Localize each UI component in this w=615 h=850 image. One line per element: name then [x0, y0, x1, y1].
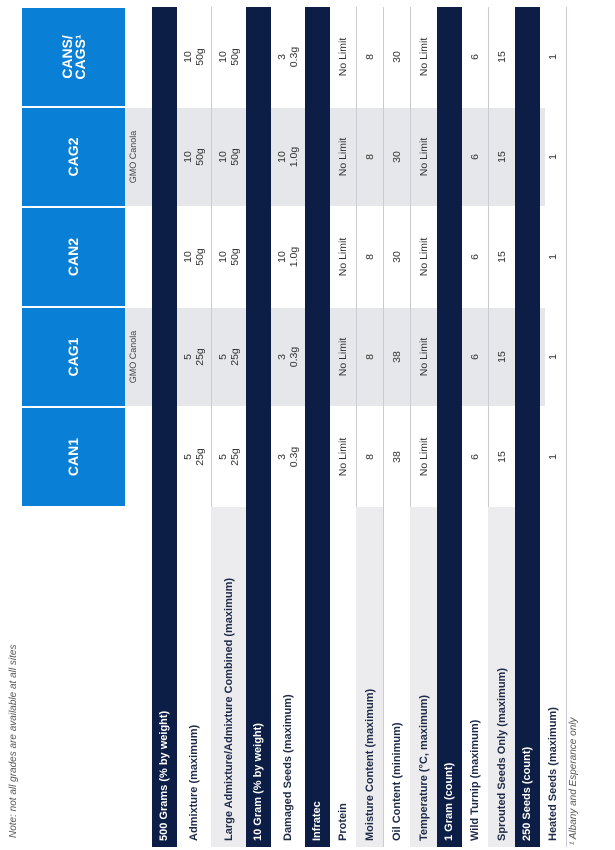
- table-cell: [329, 7, 356, 107]
- row-label: 10 Gram (% by weight): [252, 723, 264, 841]
- table-cell: [539, 307, 566, 407]
- cell-value: 6: [468, 54, 481, 60]
- table-cell: [270, 307, 305, 407]
- table-row: [461, 7, 489, 847]
- table-cell: [488, 7, 515, 107]
- table-row: [488, 7, 516, 847]
- cell-value: 15: [495, 351, 508, 363]
- row-label: Protein: [336, 803, 349, 841]
- cell-value: 1: [546, 254, 559, 260]
- cell-value: No Limit: [417, 237, 430, 277]
- cell-value: 8: [363, 454, 376, 460]
- column-header: CANS/ CAGS¹: [22, 8, 125, 106]
- cell-value: 3: [275, 454, 288, 460]
- row-label: Damaged Seeds (maximum): [281, 694, 294, 841]
- table-row: [410, 7, 438, 847]
- row-label: 250 Seeds (count): [521, 746, 533, 841]
- cell-value: 1: [546, 454, 559, 460]
- row-label: Infratec: [311, 801, 323, 841]
- table-cell: [176, 107, 211, 207]
- cell-value: 8: [363, 354, 376, 360]
- cell-value: 5: [181, 454, 194, 460]
- row-label: Sprouted Seeds Only (maximum): [495, 668, 508, 841]
- cell-value: 0.3g: [287, 346, 300, 368]
- table-cell: [461, 107, 488, 207]
- footnote: ¹ Albany and Esperance only: [568, 717, 579, 845]
- cell-value: 1.0g: [287, 146, 300, 168]
- table-cell: [329, 207, 356, 307]
- cell-value: 50g: [228, 148, 241, 166]
- table-cell: [211, 307, 246, 407]
- cell-value: 0.3g: [287, 446, 300, 468]
- column-header: CAG2: [22, 108, 125, 206]
- cell-value: No Limit: [336, 237, 349, 277]
- table-cell: [270, 7, 305, 107]
- cell-value: 50g: [193, 48, 206, 66]
- cell-value: 5: [181, 354, 194, 360]
- cell-value: 25g: [193, 348, 206, 366]
- table-cell: [211, 407, 246, 507]
- table-cell: [270, 407, 305, 507]
- section-row: [437, 7, 462, 847]
- cell-value: 25g: [228, 448, 241, 466]
- table-cell: [488, 407, 515, 507]
- table-row: [211, 7, 247, 847]
- cell-value: 6: [468, 154, 481, 160]
- cell-value: 10: [181, 51, 194, 63]
- table-row: [383, 7, 411, 847]
- cell-value: No Limit: [336, 437, 349, 477]
- table-cell: [410, 307, 437, 407]
- table-cell: [176, 207, 211, 307]
- table-cell: [461, 7, 488, 107]
- section-row: [152, 7, 177, 847]
- table-cell: [383, 207, 410, 307]
- column-subtitle: [126, 207, 139, 307]
- cell-value: 6: [468, 354, 481, 360]
- availability-note: Note: not all grades are available at all sites: [8, 644, 19, 838]
- table-cell: [539, 407, 566, 507]
- table-cell: [211, 7, 246, 107]
- row-label: Oil Content (minimum): [390, 722, 403, 841]
- cell-value: 50g: [193, 148, 206, 166]
- table-cell: [461, 207, 488, 307]
- table-cell: [176, 407, 211, 507]
- cell-value: 1: [546, 354, 559, 360]
- table-cell: [539, 107, 566, 207]
- column-header: CAG1: [22, 308, 125, 406]
- cell-value: 10: [275, 151, 288, 163]
- cell-value: 1: [546, 154, 559, 160]
- cell-value: 30: [390, 51, 403, 63]
- row-label: 1 Gram (count): [443, 762, 455, 841]
- column-subtitle: [126, 407, 139, 507]
- table-cell: [176, 307, 211, 407]
- cell-value: 15: [495, 151, 508, 163]
- cell-value: No Limit: [336, 37, 349, 77]
- table-cell: [356, 407, 383, 507]
- cell-value: 5: [216, 454, 229, 460]
- row-label: Moisture Content (maximum): [363, 688, 376, 841]
- column-subtitle: GMO Canola: [127, 330, 138, 384]
- row-label: Temperature (°C, maximum): [417, 694, 430, 841]
- cell-value: 15: [495, 51, 508, 63]
- table-cell: [329, 107, 356, 207]
- cell-value: 50g: [193, 248, 206, 266]
- cell-value: No Limit: [417, 137, 430, 177]
- table-cell: [356, 107, 383, 207]
- cell-value: No Limit: [336, 137, 349, 177]
- row-label: Heated Seeds (maximum): [546, 707, 559, 841]
- table-cell: [539, 207, 566, 307]
- column-subtitle: GMO Canola: [127, 130, 138, 184]
- table-cell: [461, 307, 488, 407]
- cell-value: 8: [363, 254, 376, 260]
- row-label: Admixture (maximum): [187, 724, 200, 841]
- cell-value: No Limit: [417, 37, 430, 77]
- row-label: 500 Grams (% by weight): [158, 710, 170, 841]
- table-cell: [383, 307, 410, 407]
- table-cell: [488, 107, 515, 207]
- cell-value: 50g: [228, 48, 241, 66]
- cell-value: 30: [390, 251, 403, 263]
- cell-value: 38: [390, 451, 403, 463]
- table-row: [539, 7, 567, 847]
- cell-value: 38: [390, 351, 403, 363]
- cell-value: 3: [275, 54, 288, 60]
- table-row: [270, 7, 306, 847]
- cell-value: 15: [495, 451, 508, 463]
- table-cell: [383, 7, 410, 107]
- table-cell: [356, 7, 383, 107]
- table-cell: [488, 207, 515, 307]
- cell-value: 50g: [228, 248, 241, 266]
- cell-value: 6: [468, 254, 481, 260]
- row-label: Wild Turnip (maximum): [468, 719, 481, 841]
- table-row: [356, 7, 384, 847]
- cell-value: 8: [363, 54, 376, 60]
- table-cell: [410, 207, 437, 307]
- cell-value: 0.3g: [287, 46, 300, 68]
- cell-value: 10: [216, 151, 229, 163]
- table-cell: [329, 307, 356, 407]
- cell-value: 1.0g: [287, 246, 300, 268]
- cell-value: 5: [216, 354, 229, 360]
- cell-value: 1: [546, 54, 559, 60]
- table-cell: [383, 407, 410, 507]
- table-cell: [539, 7, 566, 107]
- cell-value: 30: [390, 151, 403, 163]
- cell-value: No Limit: [417, 337, 430, 377]
- table-cell: [270, 207, 305, 307]
- table-cell: [488, 307, 515, 407]
- table-row: [329, 7, 357, 847]
- table-cell: [176, 7, 211, 107]
- table-cell: [211, 107, 246, 207]
- cell-value: 10: [181, 151, 194, 163]
- table-cell: [461, 407, 488, 507]
- cell-value: No Limit: [417, 437, 430, 477]
- cell-value: 15: [495, 251, 508, 263]
- table-cell: [383, 107, 410, 207]
- table-cell: [329, 407, 356, 507]
- table-cell: [410, 7, 437, 107]
- table-cell: [356, 307, 383, 407]
- column-header: CAN1: [22, 408, 125, 506]
- cell-value: 25g: [228, 348, 241, 366]
- cell-value: 3: [275, 354, 288, 360]
- cell-value: 10: [216, 251, 229, 263]
- cell-value: 10: [181, 251, 194, 263]
- table-row: [176, 7, 212, 847]
- row-label: Large Admixture/Admixture Combined (maximum): [222, 577, 235, 841]
- section-row: [515, 7, 540, 847]
- cell-value: 6: [468, 454, 481, 460]
- cell-value: No Limit: [336, 337, 349, 377]
- row-label-background: [329, 507, 356, 847]
- table-cell: [270, 107, 305, 207]
- column-subtitle: [126, 7, 139, 107]
- cell-value: 25g: [193, 448, 206, 466]
- table-cell: [356, 207, 383, 307]
- section-row: [305, 7, 330, 847]
- table-cell: [410, 107, 437, 207]
- cell-value: 8: [363, 154, 376, 160]
- cell-value: 10: [216, 51, 229, 63]
- section-row: [246, 7, 271, 847]
- table-cell: [410, 407, 437, 507]
- column-header: CAN2: [22, 208, 125, 306]
- table-cell: [211, 207, 246, 307]
- cell-value: 10: [275, 251, 288, 263]
